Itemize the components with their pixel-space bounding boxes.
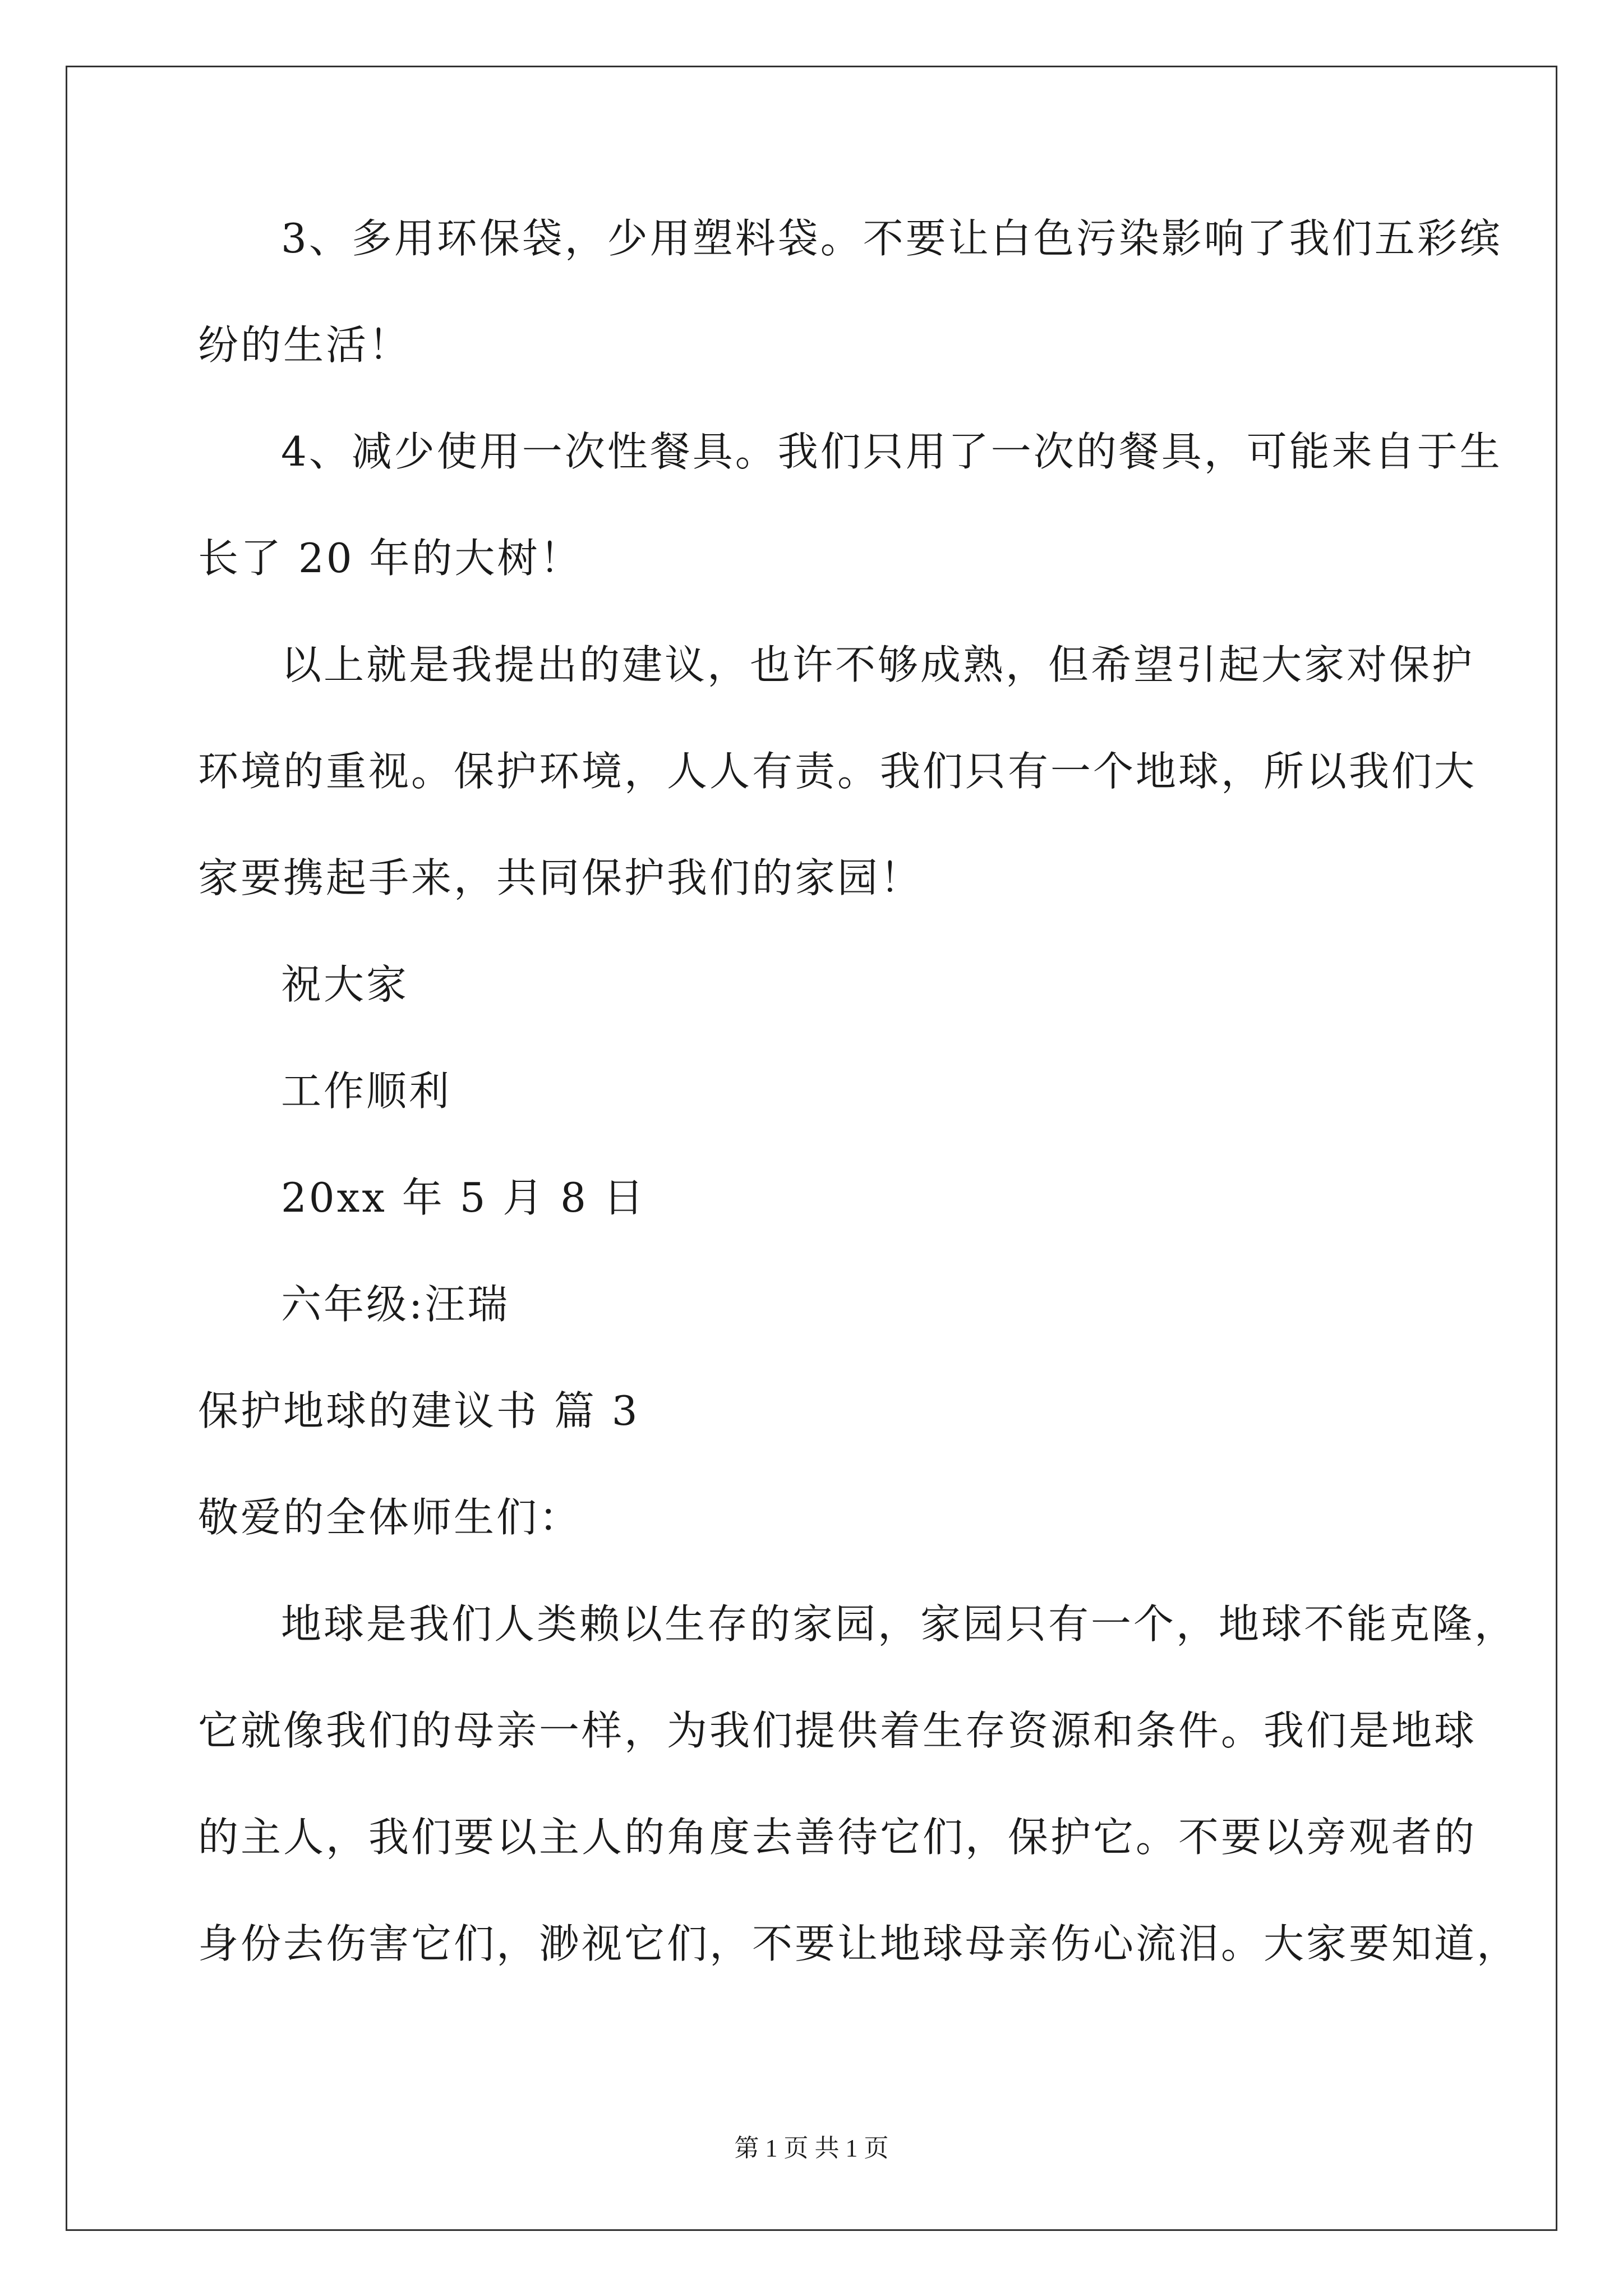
page-footer: 第 1 页 共 1 页 — [734, 2134, 889, 2162]
paragraph-line: 纷的生活！ — [198, 321, 412, 369]
paragraph-line: 的主人，我们要以主人的角度去善待它们，保护它。不要以旁观者的 — [198, 1814, 1477, 1861]
letter-signature: 六年级:汪瑞 — [281, 1281, 510, 1328]
paragraph-line: 3、多用环保袋，少用塑料袋。不要让白色污染影响了我们五彩缤 — [281, 215, 1502, 262]
paragraph-line: 家要携起手来，共同保护我们的家园！ — [198, 854, 923, 901]
closing-greeting: 祝大家 — [281, 961, 409, 1008]
paragraph-line: 身份去伤害它们，渺视它们，不要让地球母亲伤心流泪。大家要知道， — [198, 1920, 1520, 1967]
paragraph-line: 环境的重视。保护环境，人人有责。我们只有一个地球，所以我们大 — [198, 748, 1477, 795]
closing-wish: 工作顺利 — [281, 1068, 452, 1115]
paragraph-line: 它就像我们的母亲一样，为我们提供着生存资源和条件。我们是地球 — [198, 1707, 1477, 1754]
page-border — [66, 66, 1557, 2231]
letter-date: 20xx 年 5 月 8 日 — [281, 1174, 646, 1221]
letter-salutation: 敬爱的全体师生们： — [198, 1494, 582, 1541]
paragraph-line: 长了 20 年的大树！ — [198, 535, 583, 582]
paragraph-line: 地球是我们人类赖以生存的家园，家园只有一个，地球不能克隆， — [281, 1600, 1518, 1648]
paragraph-line: 4、减少使用一次性餐具。我们只用了一次的餐具，可能来自于生 — [281, 428, 1502, 475]
section-heading: 保护地球的建议书 篇 3 — [198, 1387, 640, 1434]
paragraph-line: 以上就是我提出的建议，也许不够成熟，但希望引起大家对保护 — [281, 641, 1475, 688]
